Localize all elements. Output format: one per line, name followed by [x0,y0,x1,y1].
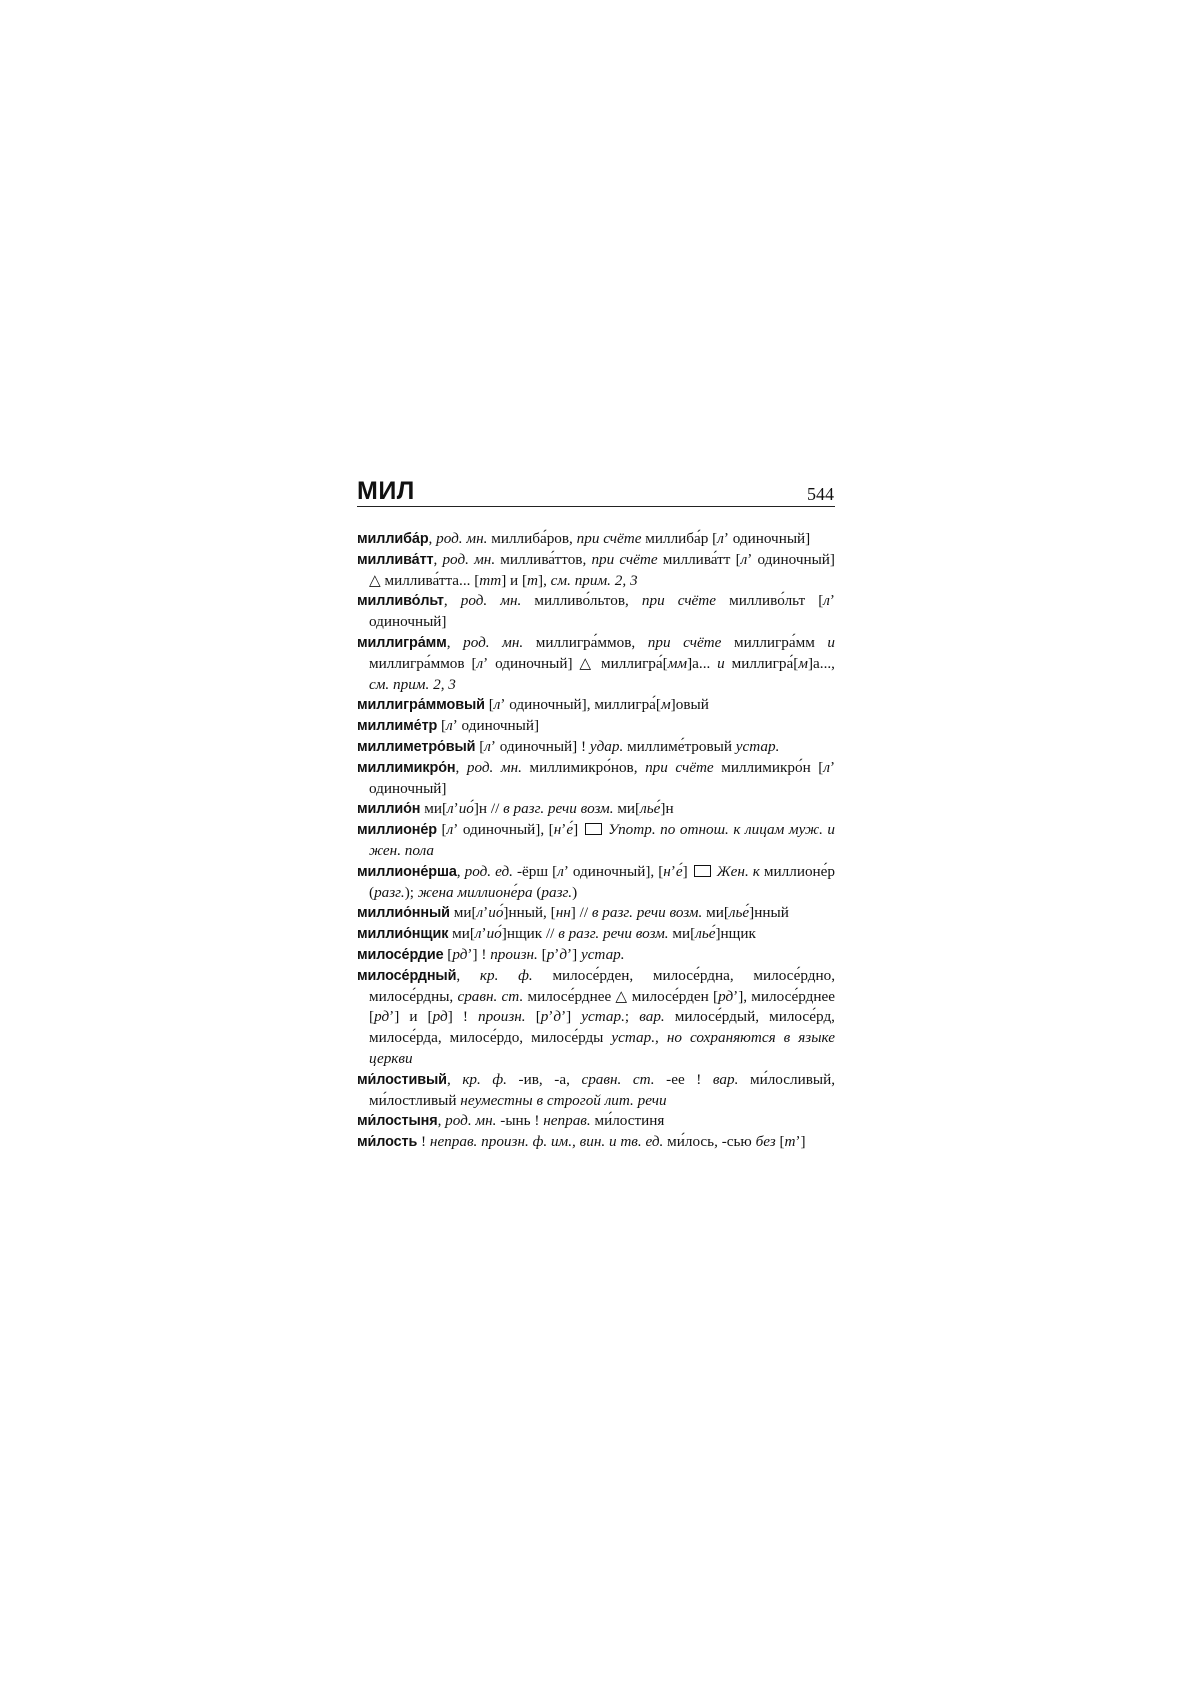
entry-body: ! неправ. произн. ф. им., вин. и тв. ед. ми́лось, -сью без [тʼ] [417,1133,806,1151]
dictionary-entry [357,862,835,904]
dictionary-entry [357,820,835,862]
usage-note-box-icon [585,823,602,835]
dictionary-entry [357,1070,835,1112]
entry-headword: миллимикро́н [357,759,456,776]
dictionary-entry [357,550,835,592]
entry-headword: миллио́нный [357,905,450,922]
entry-headword: миллиба́р [357,531,429,547]
dictionary-entry [357,737,835,758]
entry-body: [лʼ одиночный], [нʼе́] Употр. по отнош. к лицам муж. и жен. пола [369,821,836,859]
entry-headword: миллионе́р [357,822,437,839]
running-head-word: МИЛ [357,477,415,505]
entry-body: [лʼ одиночный], миллигра́[м]овый [484,696,709,714]
usage-note-box-icon [694,865,711,877]
entry-body: , род. мн. миллиба́ров, при счёте миллиба́р [лʼ одиночный] [428,530,811,547]
dictionary-entry [357,799,835,820]
dictionary-entry [357,903,835,924]
dictionary-entry [357,758,835,800]
entry-headword: ми́лость [357,1134,418,1151]
dictionary-entry [357,695,835,716]
dictionary-page [357,478,835,1153]
dictionary-entry [357,1111,835,1132]
dictionary-entry [357,1132,835,1153]
dictionary-entry [357,966,835,1070]
entry-body: , кр. ф. -ив, -а, сравн. ст. -ее ! вар. ми́лосливый, ми́лостливый неуместны в строгой лит. речи [369,1070,836,1109]
running-head [357,478,835,507]
entry-headword: миллиме́тр [357,718,438,735]
page-number: 544 [807,484,834,504]
entry-headword: миллигра́мм [357,634,447,651]
entry-body: , род. мн. миллимикро́нов, при счёте миллимикро́н [лʼ одиночный] [369,758,835,797]
entry-headword: милосе́рдный [357,967,457,984]
entry-headword: миллива́тт [357,551,434,568]
entry-body: , род. мн. милливо́льтов, при счёте милливо́льт [лʼ одиночный] [369,592,835,631]
entry-headword: миллигра́ммовый [357,697,485,714]
dictionary-entry [357,529,835,550]
dictionary-entry [357,633,835,695]
entry-body: [лʼ одиночный] ! удар. миллиме́тровый устар. [475,737,780,755]
dictionary-entry [357,591,835,633]
entry-headword: ми́лостивый [357,1071,447,1088]
entry-body: , род. мн. миллигра́ммов, при счёте миллигра́мм и миллигра́ммов [лʼ одиночный] △ миллигра́[мм]а... и миллигра́[м]а..., см. прим. 2, 3 [369,633,836,693]
entry-body: ми[лʼио́]нщик // в разг. речи возм. ми[лье́]нщик [448,925,756,943]
entry-body: , род. мн. миллива́ттов, при счёте миллива́тт [лʼ одиночный] △ миллива́тта... [тт] и [т], см. прим. 2, 3 [369,550,835,589]
entry-headword: миллио́нщик [357,926,449,943]
entry-headword: милосе́рдие [357,946,444,963]
dictionary-entry [357,716,835,737]
entry-headword: милливо́льт [357,593,444,610]
entry-body: , род. ед. -ёрш [лʼ одиночный], [нʼе́] Жен. к миллионе́р (разг.); жена миллионе́ра (разг.) [369,862,836,901]
dictionary-entry [357,924,835,945]
entry-body: , кр. ф. милосе́рден, милосе́рдна, милосе́рдно, милосе́рдны, сравн. ст. милосе́рднее △ милосе́рден [рдʼ], милосе́рднее [рдʼ] и [рд] ! произн. [рʼдʼ] устар.; вар. милосе́рдый, милосе́рд, милосе́рда, милосе́рдо, милосе́рды устар., но сохраняются в языке церкви [369,966,835,1067]
entry-headword: миллио́н [357,801,421,818]
entry-headword: ми́лостыня [357,1113,438,1130]
entry-body: [рдʼ] ! произн. [рʼдʼ] устар. [443,945,625,963]
entry-body: ми[лʼио́]нный, [нн] // в разг. речи возм. ми[лье́]нный [449,904,789,922]
entry-body: [лʼ одиночный] [437,717,540,735]
entry-headword: миллионе́рша [357,863,457,880]
dictionary-entry [357,945,835,966]
entry-headword: миллиметро́вый [357,738,476,755]
entry-list [357,529,835,1153]
entry-body: , род. мн. -ынь ! неправ. ми́лостиня [437,1112,665,1130]
entry-body: ми[лʼио́]н // в разг. речи возм. ми[лье́]н [420,800,674,818]
